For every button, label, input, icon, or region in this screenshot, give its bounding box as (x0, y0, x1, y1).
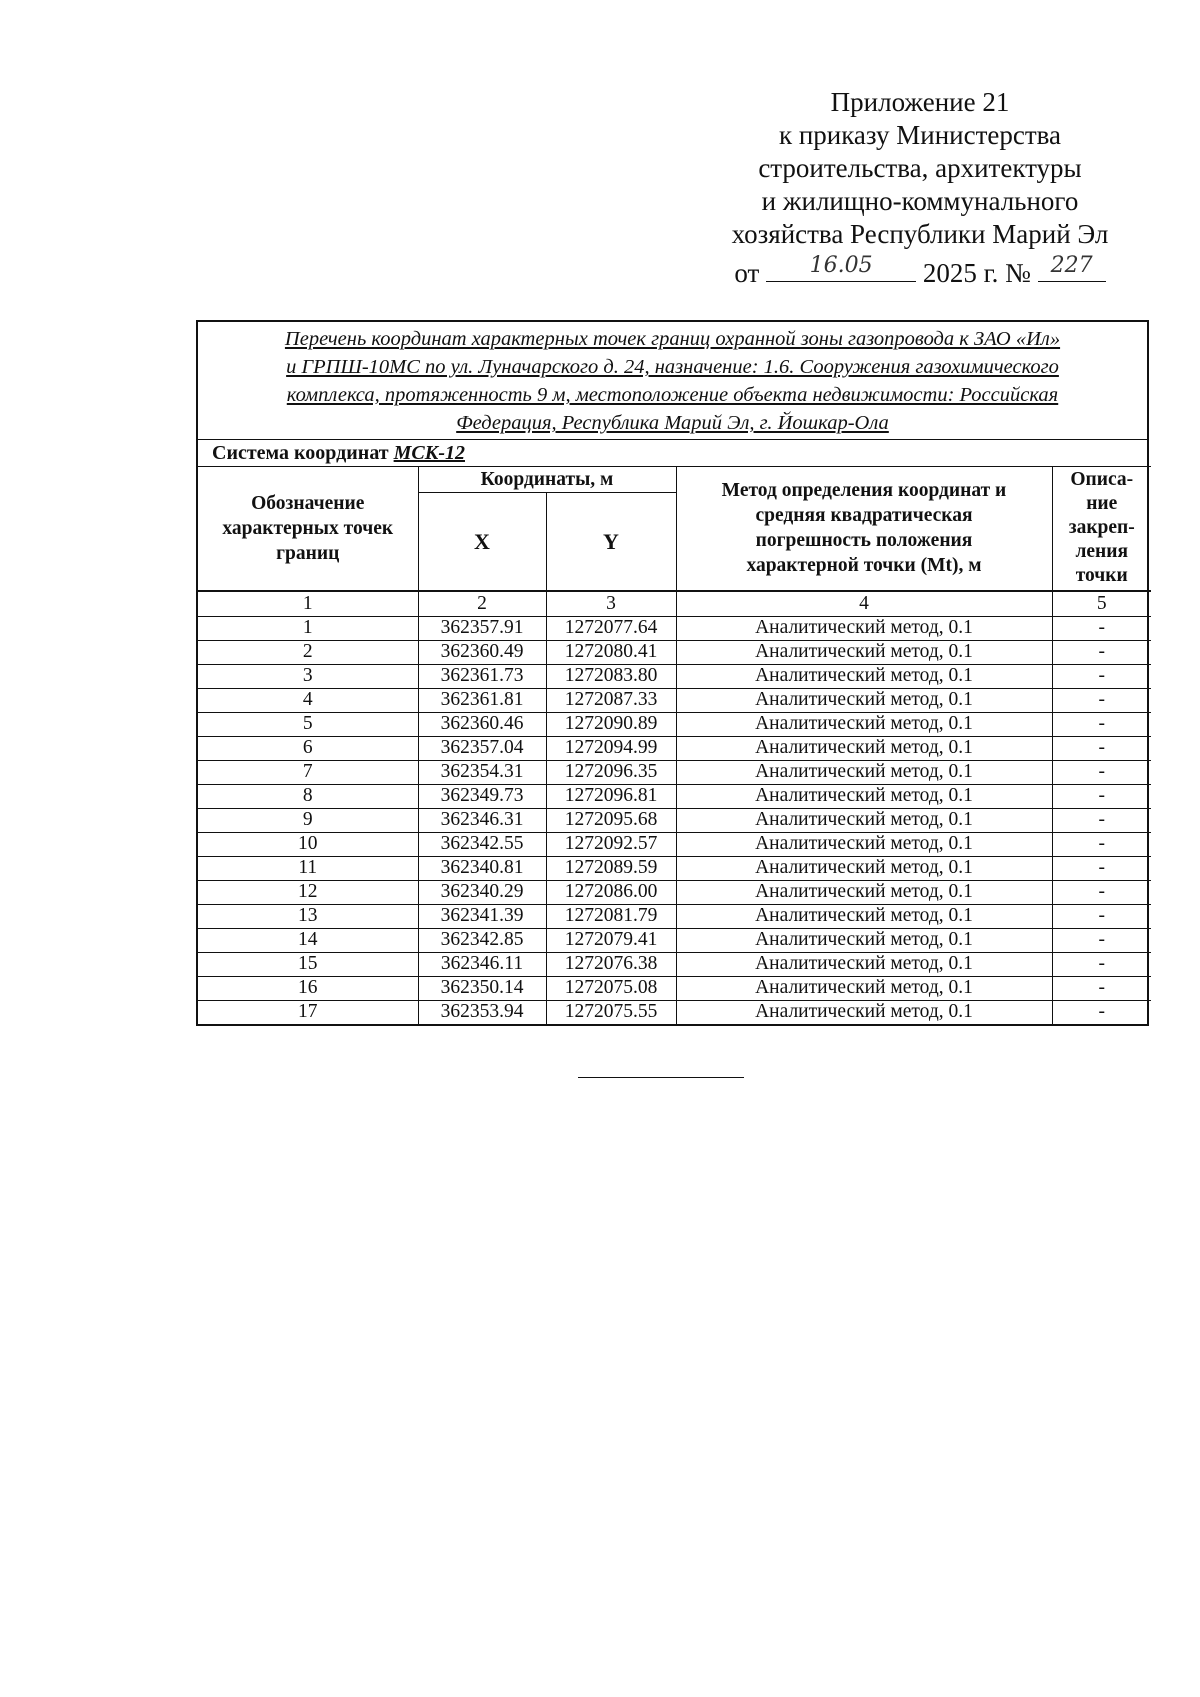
table-row (198, 736, 1151, 760)
cell-desc: - (1052, 952, 1151, 976)
cell-x: 362354.31 (418, 760, 546, 784)
column-number: 5 (1052, 591, 1151, 617)
cell-id: 17 (198, 1000, 418, 1024)
table-title-line-4: Федерация, Республика Марий Эл, г. Йошкар-Ола (456, 412, 889, 434)
method-line-4: характерной точки (Mt), м (746, 555, 982, 577)
column-number: 3 (546, 591, 676, 617)
number-blank (1038, 251, 1106, 282)
cell-y: 1272086.00 (546, 880, 676, 904)
cell-x: 362360.49 (418, 640, 546, 664)
cell-y: 1272075.55 (546, 1000, 676, 1024)
number-handwritten: 227 (1050, 253, 1093, 278)
cell-method: Аналитический метод, 0.1 (676, 712, 1052, 736)
method-line-3: погрешность положения (755, 530, 973, 552)
cell-id: 6 (198, 736, 418, 760)
designation-line-1: Обозначение (251, 492, 365, 514)
year-text: 2025 г. № (922, 258, 1031, 288)
coordinates-table-box (196, 320, 1149, 1026)
cell-x: 362342.85 (418, 928, 546, 952)
designation-line-2: характерных точек (222, 517, 394, 539)
cell-method: Аналитический метод, 0.1 (676, 832, 1052, 856)
table-row (198, 880, 1151, 904)
column-number: 4 (676, 591, 1052, 617)
cell-x: 362346.11 (418, 952, 546, 976)
method-line-1: Метод определения координат и (721, 480, 1007, 502)
table-row (198, 928, 1151, 952)
cell-desc: - (1052, 736, 1151, 760)
table-row (198, 904, 1151, 928)
cell-y: 1272080.41 (546, 640, 676, 664)
table-row (198, 976, 1151, 1000)
col-y-header: Y (546, 493, 676, 591)
cell-desc: - (1052, 904, 1151, 928)
coordinates-table (198, 440, 1151, 1024)
header-row-1 (198, 467, 1151, 493)
cell-id: 1 (198, 616, 418, 640)
cell-x: 362350.14 (418, 976, 546, 1000)
cell-y: 1272096.35 (546, 760, 676, 784)
coord-system-label: Система координат (212, 441, 389, 464)
cell-id: 14 (198, 928, 418, 952)
header-date-line (700, 251, 1140, 290)
table-row (198, 664, 1151, 688)
cell-id: 7 (198, 760, 418, 784)
cell-method: Аналитический метод, 0.1 (676, 880, 1052, 904)
cell-y: 1272079.41 (546, 928, 676, 952)
date-prefix: от (734, 258, 760, 288)
cell-id: 8 (198, 784, 418, 808)
cell-id: 12 (198, 880, 418, 904)
appendix-header (700, 86, 1140, 290)
cell-method: Аналитический метод, 0.1 (676, 976, 1052, 1000)
cell-y: 1272092.57 (546, 832, 676, 856)
cell-x: 362341.39 (418, 904, 546, 928)
table-title-line-3: комплекса, протяженность 9 м, местоположение объекта недвижимости: Российская (286, 384, 1059, 406)
cell-method: Аналитический метод, 0.1 (676, 904, 1052, 928)
cell-desc: - (1052, 976, 1151, 1000)
cell-desc: - (1052, 760, 1151, 784)
cell-x: 362360.46 (418, 712, 546, 736)
cell-id: 15 (198, 952, 418, 976)
date-handwritten: 16.05 (809, 253, 873, 278)
cell-desc: - (1052, 640, 1151, 664)
col-coords-group-header: Координаты, м (418, 467, 676, 493)
date-blank (766, 251, 916, 282)
description-line-4: ления (1075, 541, 1129, 563)
cell-desc: - (1052, 712, 1151, 736)
table-row (198, 640, 1151, 664)
cell-method: Аналитический метод, 0.1 (676, 928, 1052, 952)
cell-method: Аналитический метод, 0.1 (676, 856, 1052, 880)
cell-desc: - (1052, 688, 1151, 712)
description-line-1: Описа- (1070, 469, 1134, 491)
cell-id: 10 (198, 832, 418, 856)
cell-y: 1272094.99 (546, 736, 676, 760)
col-designation-header (198, 467, 418, 591)
col-method-header (676, 467, 1052, 591)
cell-id: 16 (198, 976, 418, 1000)
cell-x: 362342.55 (418, 832, 546, 856)
table-title (198, 322, 1147, 440)
table-row (198, 1000, 1151, 1024)
header-line-4: и жилищно-коммунального (761, 186, 1079, 216)
cell-method: Аналитический метод, 0.1 (676, 1000, 1052, 1024)
cell-id: 11 (198, 856, 418, 880)
cell-id: 2 (198, 640, 418, 664)
method-line-2: средняя квадратическая (755, 505, 973, 527)
cell-id: 4 (198, 688, 418, 712)
table-row (198, 808, 1151, 832)
cell-y: 1272096.81 (546, 784, 676, 808)
cell-x: 362357.91 (418, 616, 546, 640)
cell-y: 1272095.68 (546, 808, 676, 832)
table-row (198, 784, 1151, 808)
cell-desc: - (1052, 784, 1151, 808)
table-title-line-2: и ГРПШ-10МС по ул. Луначарского д. 24, назначение: 1.6. Сооружения газохимического (286, 356, 1059, 378)
cell-method: Аналитический метод, 0.1 (676, 664, 1052, 688)
cell-y: 1272077.64 (546, 616, 676, 640)
cell-method: Аналитический метод, 0.1 (676, 952, 1052, 976)
cell-desc: - (1052, 808, 1151, 832)
cell-method: Аналитический метод, 0.1 (676, 640, 1052, 664)
cell-id: 5 (198, 712, 418, 736)
column-numbers-row (198, 591, 1151, 617)
cell-method: Аналитический метод, 0.1 (676, 784, 1052, 808)
designation-line-3: границ (276, 542, 340, 564)
cell-x: 362349.73 (418, 784, 546, 808)
cell-y: 1272087.33 (546, 688, 676, 712)
cell-x: 362340.81 (418, 856, 546, 880)
table-row (198, 688, 1151, 712)
cell-y: 1272083.80 (546, 664, 676, 688)
coord-system-row (198, 440, 1151, 467)
cell-method: Аналитический метод, 0.1 (676, 688, 1052, 712)
cell-y: 1272081.79 (546, 904, 676, 928)
cell-x: 362353.94 (418, 1000, 546, 1024)
cell-y: 1272089.59 (546, 856, 676, 880)
cell-desc: - (1052, 928, 1151, 952)
cell-method: Аналитический метод, 0.1 (676, 808, 1052, 832)
cell-method: Аналитический метод, 0.1 (676, 616, 1052, 640)
column-number: 1 (198, 591, 418, 617)
cell-id: 3 (198, 664, 418, 688)
cell-desc: - (1052, 1000, 1151, 1024)
cell-desc: - (1052, 616, 1151, 640)
cell-method: Аналитический метод, 0.1 (676, 760, 1052, 784)
cell-y: 1272075.08 (546, 976, 676, 1000)
cell-desc: - (1052, 664, 1151, 688)
col-x-header: X (418, 493, 546, 591)
table-row (198, 616, 1151, 640)
cell-y: 1272090.89 (546, 712, 676, 736)
cell-desc: - (1052, 856, 1151, 880)
cell-desc: - (1052, 880, 1151, 904)
table-title-line-1: Перечень координат характерных точек границ охранной зоны газопровода к ЗАО «Ил» (284, 328, 1061, 350)
cell-id: 13 (198, 904, 418, 928)
cell-x: 362361.81 (418, 688, 546, 712)
table-row (198, 952, 1151, 976)
cell-id: 9 (198, 808, 418, 832)
cell-x: 362340.29 (418, 880, 546, 904)
cell-desc: - (1052, 832, 1151, 856)
table-row (198, 760, 1151, 784)
description-line-5: точки (1075, 565, 1128, 587)
header-line-1: Приложение 21 (830, 87, 1010, 117)
data-rows (198, 616, 1151, 1024)
column-number: 2 (418, 591, 546, 617)
description-line-3: закреп- (1068, 517, 1135, 539)
table-row (198, 712, 1151, 736)
table-row (198, 856, 1151, 880)
header-line-2: к приказу Министерства (778, 120, 1062, 150)
coord-system-cell (198, 440, 1151, 467)
description-line-2: ние (1086, 493, 1118, 515)
header-line-5: хозяйства Республики Марий Эл (731, 219, 1109, 249)
coord-system-value: МСК-12 (393, 441, 465, 464)
header-line-3: строительства, архитектуры (758, 153, 1082, 183)
table-row (198, 832, 1151, 856)
col-description-header (1052, 467, 1151, 591)
cell-x: 362361.73 (418, 664, 546, 688)
cell-x: 362357.04 (418, 736, 546, 760)
cell-method: Аналитический метод, 0.1 (676, 736, 1052, 760)
cell-y: 1272076.38 (546, 952, 676, 976)
cell-x: 362346.31 (418, 808, 546, 832)
closing-rule (578, 1077, 744, 1078)
